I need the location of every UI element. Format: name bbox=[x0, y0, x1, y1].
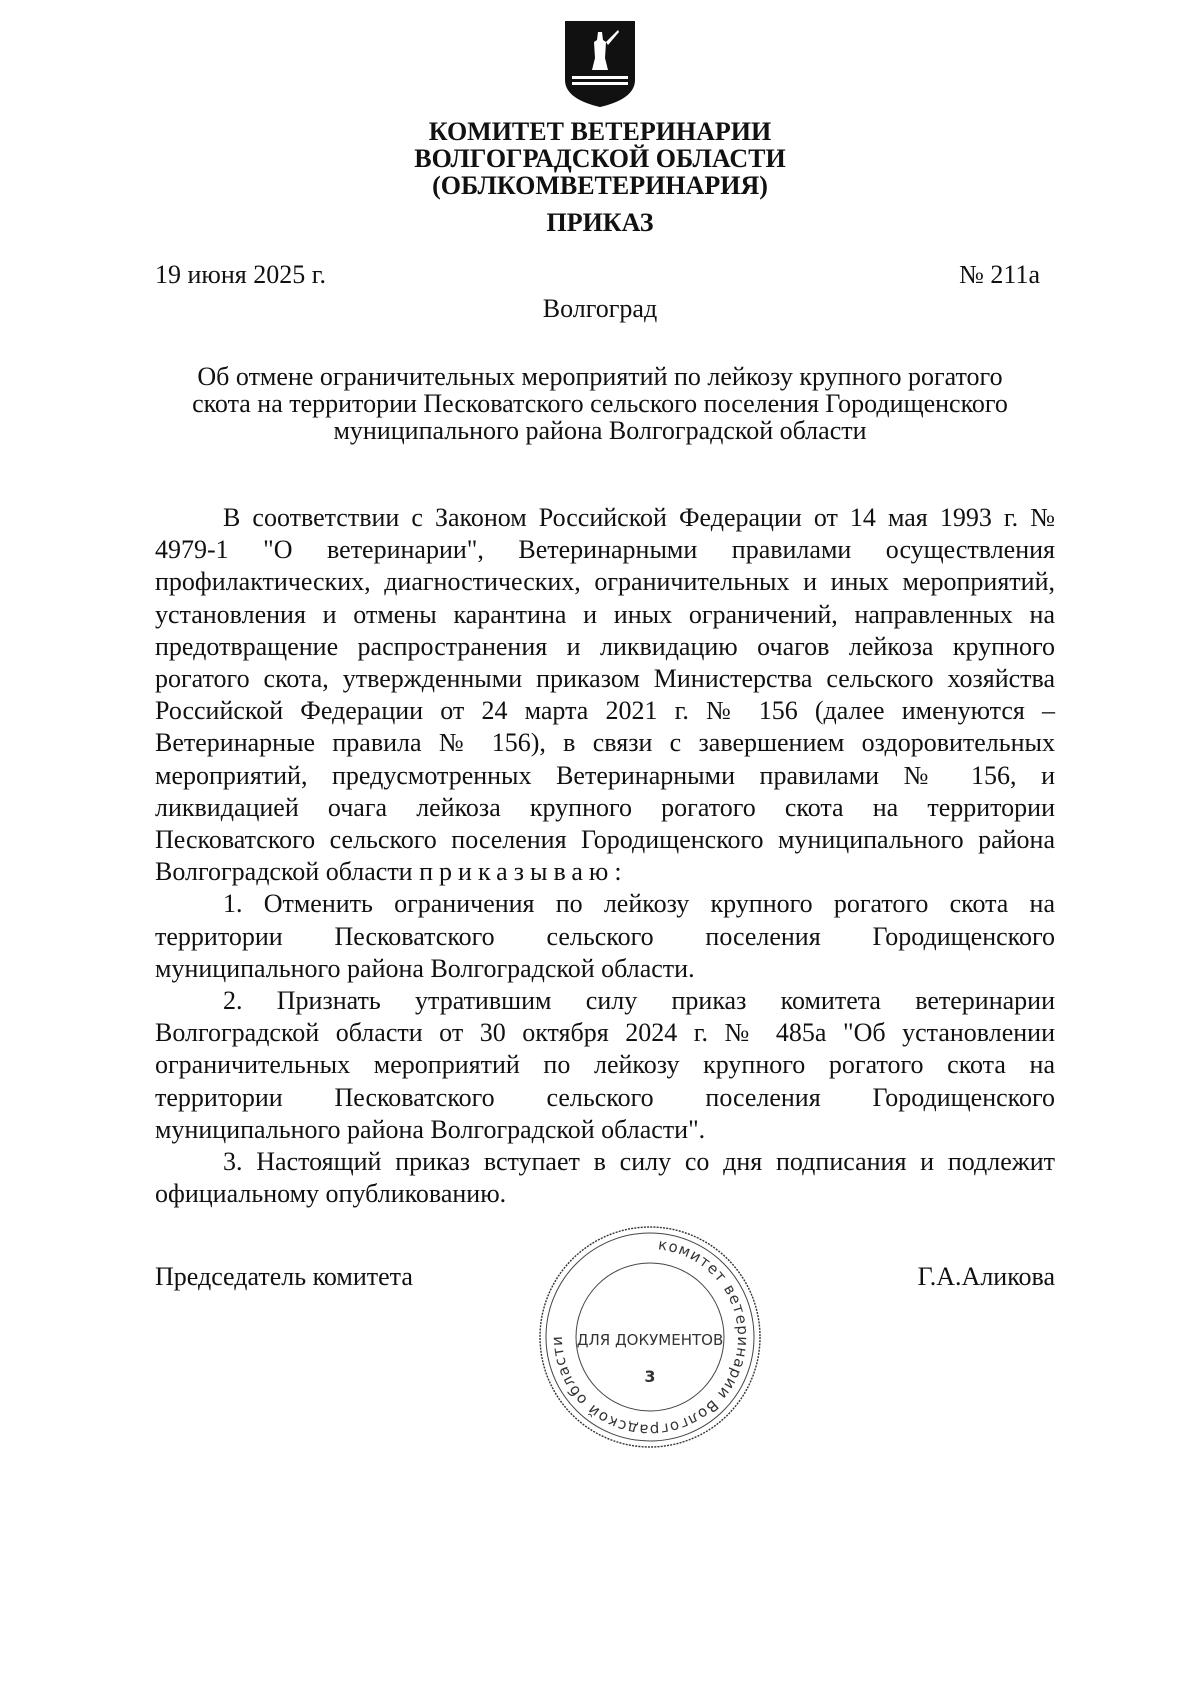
org-name-line-1: КОМИТЕТ ВЕТЕРИНАРИИ bbox=[428, 117, 772, 146]
official-seal-stamp bbox=[535, 1222, 765, 1452]
seal-number: 3 bbox=[644, 1367, 656, 1386]
organization-header bbox=[0, 118, 1200, 199]
signatory-role: Председатель комитета bbox=[155, 1262, 413, 1291]
order-body bbox=[155, 502, 1055, 1210]
seal-ring-text: комитет ветеринарии Волгоградской области bbox=[547, 1235, 753, 1440]
order-number: № 211а bbox=[959, 260, 1040, 289]
document-type-title: ПРИКАЗ bbox=[546, 208, 654, 237]
seal-center-text: ДЛЯ ДОКУМЕНТОВ bbox=[576, 1331, 724, 1349]
org-name-line-3: (ОБЛКОМВЕТЕРИНАРИЯ) bbox=[432, 171, 768, 200]
subject-line-1: Об отмене ограничительных мероприятий по лейкозу крупного рогатого bbox=[197, 362, 1003, 391]
order-subject bbox=[150, 363, 1050, 444]
order-item-1: 1. Отменить ограничения по лейкозу крупного рогатого скота на территории Песковатского сельского поселения Городищенского муниципального района Волгоградской области. bbox=[155, 889, 1055, 983]
order-item-3: 3. Настоящий приказ вступает в силу со дня подписания и подлежит официальному опубликованию. bbox=[155, 1147, 1055, 1209]
subject-line-2: скота на территории Песковатского сельского поселения Городищенского bbox=[192, 389, 1008, 418]
order-word: приказываю: bbox=[419, 857, 628, 887]
subject-line-3: муниципального района Волгоградской области bbox=[333, 416, 867, 445]
order-item-2: 2. Признать утратившим силу приказ комитета ветеринарии Волгоградской области от 30 октября 2024 г. № 485а "Об установлении ограничительных мероприятий по лейкозу крупного рогатого скота на территории Песковатского сельского поселения Городищенского муниципального района Волгоградской области". bbox=[155, 986, 1055, 1144]
coat-of-arms-emblem bbox=[562, 18, 638, 108]
preamble-paragraph bbox=[155, 502, 1055, 888]
signatory-name: Г.А.Аликова bbox=[917, 1262, 1055, 1291]
org-name-line-2: ВОЛГОГРАДСКОЙ ОБЛАСТИ bbox=[414, 144, 786, 173]
order-city: Волгоград bbox=[542, 294, 658, 323]
preamble-text: В соответствии с Законом Российской Федерации от 14 мая 1993 г. № 4979-1 "О ветеринарии", Ветеринарными правилами осуществления профилактических, диагностических, ограничительных и иных мероприятий, установления и отмены карантина и иных ограничений, направленных на предотвращение распространения и ликвидацию очагов лейкоза крупного рогатого скота, утвержденными приказом Министерства сельского хозяйства Российской Федерации от 24 марта 2021 г. № 156 (далее именуются – Ветеринарные правила № 156), в связи с завершением оздоровительных мероприятий, предусмотренных Ветеринарными правилами № 156, и ликвидацией очага лейкоза крупного рогатого скота на территории Песковатского сельского поселения Городищенского муниципального района Волгоградской области bbox=[155, 503, 1055, 887]
order-date: 19 июня 2025 г. bbox=[155, 260, 326, 289]
